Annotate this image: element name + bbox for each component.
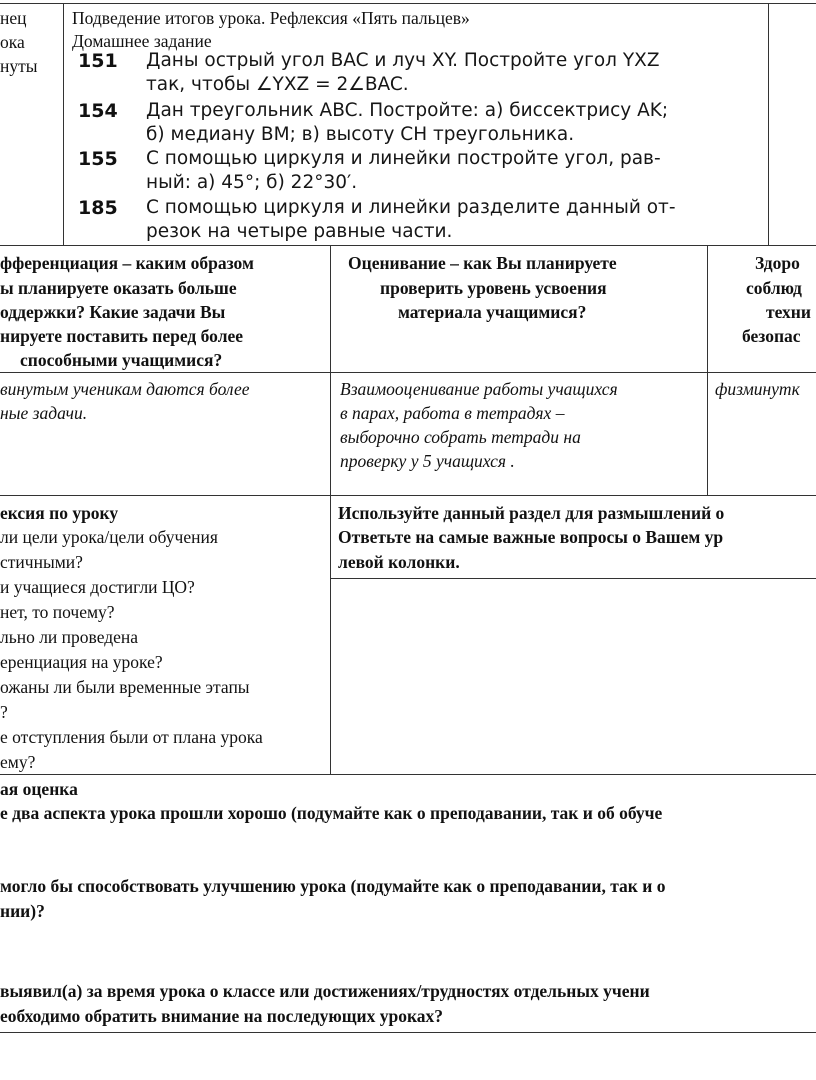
table-bottom-border <box>0 1032 816 1033</box>
task-154-line-2: б) медиану BM; в) высоту CH треугольника. <box>146 124 575 145</box>
health-answer: физминутк <box>715 379 800 399</box>
summary-question-2-line-1: могло бы способствовать улучшению урока (подумайте как о преподавании, так и о <box>0 876 666 896</box>
assess-header-line-2: проверить уровень усвоения <box>380 278 607 298</box>
row-divider-1 <box>0 245 816 246</box>
reflection-q-line-4: нет, то почему? <box>0 602 115 622</box>
col-divider-top-2 <box>768 3 769 245</box>
task-155-line-1: С помощью циркуля и линейки постройте угол, рав- <box>146 148 661 169</box>
task-number-151: 151 <box>78 50 118 72</box>
assess-header-line-1: Оценивание – как Вы планируете <box>348 253 617 273</box>
homework-label: Домашнее задание <box>72 31 212 51</box>
assess-header-line-3: материала учащимися? <box>398 302 587 322</box>
task-number-155: 155 <box>78 148 118 170</box>
reflection-q-line-10: ему? <box>0 752 36 772</box>
reflection-q-line-3: и учащиеся достигли ЦО? <box>0 577 195 597</box>
col-divider-mid-2 <box>707 245 708 495</box>
health-header-line-2: соблюд <box>746 278 802 298</box>
diff-header-line-3: оддержки? Какие задачи Вы <box>0 302 226 322</box>
task-185-line-2: резок на четыре равные части. <box>146 221 453 242</box>
task-151-line-1: Даны острый угол BAC и луч XY. Постройте угол YXZ <box>146 50 660 71</box>
health-header-line-4: безопас <box>742 326 801 346</box>
task-155-line-2: ный: а) 45°; б) 22°30′. <box>146 172 358 193</box>
top-left-line-3: нуты <box>0 56 38 76</box>
summary-question-3-line-1: выявил(а) за время урока о классе или достижениях/трудностях отдельных учени <box>0 981 650 1001</box>
row-divider-5 <box>0 774 816 775</box>
diff-header-line-2: ы планируете оказать больше <box>0 278 237 298</box>
health-header-line-1: Здоро <box>755 253 800 273</box>
health-header-line-3: техни <box>766 302 811 322</box>
col-divider-bottom <box>330 495 331 774</box>
diff-header-line-5: способными учащимися? <box>20 350 223 370</box>
summary-question-2-line-2: нии)? <box>0 901 45 921</box>
col-divider-top-1 <box>63 3 64 245</box>
task-185-line-1: С помощью циркуля и линейки разделите данный от- <box>146 197 676 218</box>
reflection-title: ексия по уроку <box>0 503 119 523</box>
reflection-q-line-6: еренциация на уроке? <box>0 652 163 672</box>
assess-answer-line-2: в парах, работа в тетрадях – <box>340 403 565 423</box>
summary-question-1: е два аспекта урока прошли хорошо (подумайте как о преподавании, так и об обуче <box>0 803 663 823</box>
assess-answer-line-3: выборочно собрать тетради на <box>340 427 581 447</box>
reflection-q-line-8: ? <box>0 702 8 722</box>
top-left-line-2: ока <box>0 32 25 52</box>
assess-answer-line-1: Взаимооценивание работы учащихся <box>340 379 618 399</box>
table-top-border <box>0 3 816 4</box>
reflection-instr-line-3: левой колонки. <box>338 552 460 572</box>
task-154-line-1: Дан треугольник ABC. Постройте: а) биссектрису AK; <box>146 100 669 121</box>
row-divider-4 <box>330 578 816 579</box>
textbook-excerpt <box>78 50 764 242</box>
reflection-instr-line-2: Ответьте на самые важные вопросы о Вашем ур <box>338 527 724 547</box>
summary-question-3-line-2: еобходимо обратить внимание на последующих уроках? <box>0 1006 444 1026</box>
reflection-q-line-5: льно ли проведена <box>0 627 139 647</box>
row-divider-2 <box>0 372 816 373</box>
task-number-154: 154 <box>78 100 118 122</box>
assess-answer-line-4: проверку у 5 учащихся . <box>340 451 515 471</box>
reflection-q-line-2: стичными? <box>0 552 83 572</box>
diff-header-line-4: нируете поставить перед более <box>0 326 244 346</box>
diff-header-line-1: фференциация – каким образом <box>0 253 254 273</box>
lesson-heading: Подведение итогов урока. Рефлексия «Пять пальцев» <box>72 8 470 28</box>
task-number-185: 185 <box>78 197 118 219</box>
reflection-q-line-1: ли цели урока/цели обучения <box>0 527 218 547</box>
row-divider-3 <box>0 495 816 496</box>
task-151-line-2: так, чтобы ∠YXZ = 2∠BAC. <box>146 74 409 95</box>
summary-title: ая оценка <box>0 779 78 799</box>
diff-answer-line-2: ные задачи. <box>0 403 88 423</box>
top-left-line-1: нец <box>0 8 27 28</box>
reflection-q-line-7: ожаны ли были временные этапы <box>0 677 250 697</box>
diff-answer-line-1: винутым ученикам даются более <box>0 379 250 399</box>
reflection-q-line-9: е отступления были от плана урока <box>0 727 263 747</box>
col-divider-mid-1 <box>330 245 331 495</box>
reflection-instr-line-1: Используйте данный раздел для размышлений о <box>338 503 725 523</box>
